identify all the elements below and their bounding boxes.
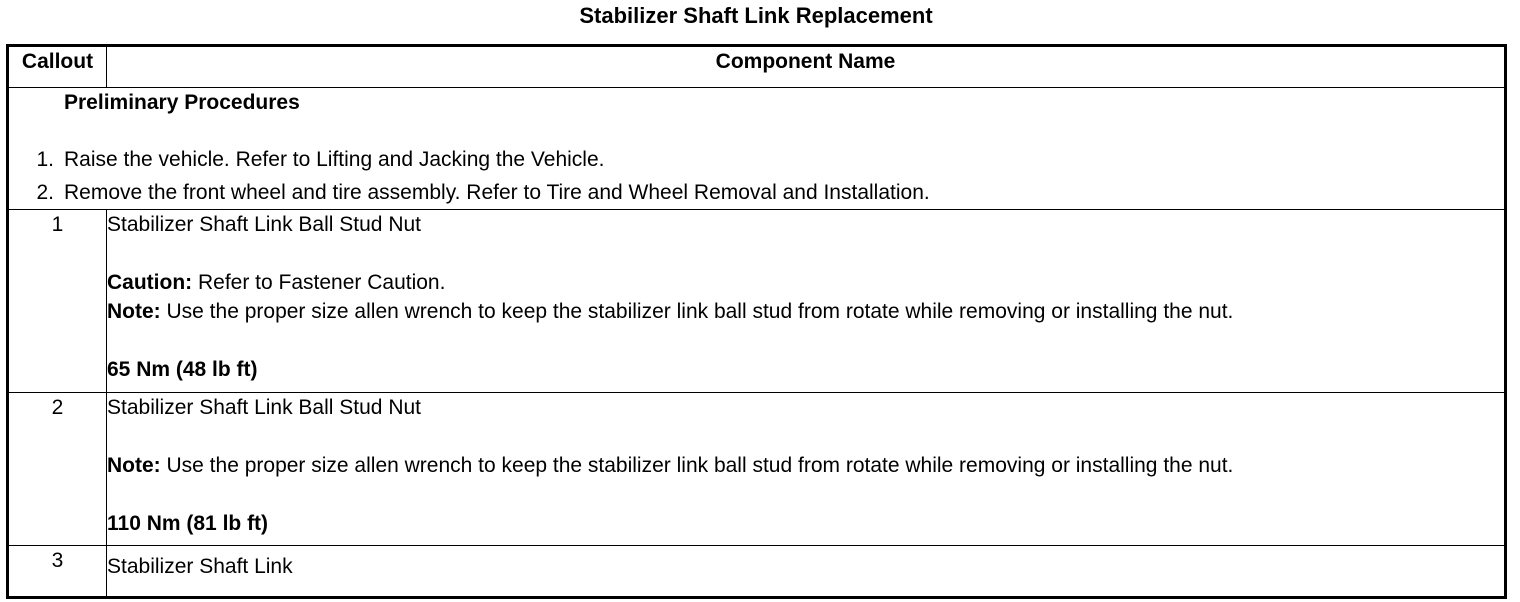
step-text: Remove the front wheel and tire assembly. Refer to Tire and Wheel Removal and Installation. [64,181,930,204]
preliminary-step [9,143,1504,176]
callout-number: 1 [8,210,107,393]
callout-number: 2 [8,393,107,546]
torque-spec: 110 Nm (81 lb ft) [107,512,269,535]
component-name: Stabilizer Shaft Link Ball Stud Nut [107,396,421,419]
table-header-row [8,46,1506,88]
caution-line [107,268,1504,297]
component-cell [107,393,1506,546]
table-row [8,393,1506,546]
note-label: Note: [107,300,161,323]
document-title: Stabilizer Shaft Link Replacement [579,3,933,28]
caution-label: Caution: [107,271,193,294]
torque-spec: 65 Nm (48 lb ft) [107,358,258,381]
step-number: 2. [36,181,54,204]
step-text: Raise the vehicle. Refer to Lifting and Jacking the Vehicle. [64,148,605,171]
caution-text: Refer to Fastener Caution. [192,271,446,294]
note-text: Use the proper size allen wrench to keep the stabilizer link ball stud from rotate while removing or installing the nut. [160,300,1234,323]
header-callout: Callout [8,46,107,88]
table-row [8,210,1506,393]
note-label: Note: [107,454,161,477]
note-line [107,297,1504,326]
note-line [107,451,1504,480]
component-table [6,44,1507,599]
component-name: Stabilizer Shaft Link Ball Stud Nut [107,213,421,236]
preliminary-heading: Preliminary Procedures [64,91,300,114]
callout-number: 3 [8,546,107,598]
header-component-name: Component Name [107,46,1506,88]
component-cell [107,546,1506,598]
preliminary-procedures-row [8,88,1506,210]
table-row [8,546,1506,598]
component-name: Stabilizer Shaft Link [107,555,293,578]
preliminary-procedures-cell [8,88,1506,210]
preliminary-step [9,176,1504,209]
component-cell [107,210,1506,393]
note-text: Use the proper size allen wrench to keep the stabilizer link ball stud from rotate while removing or installing the nut. [160,454,1234,477]
step-number: 1. [36,148,54,171]
